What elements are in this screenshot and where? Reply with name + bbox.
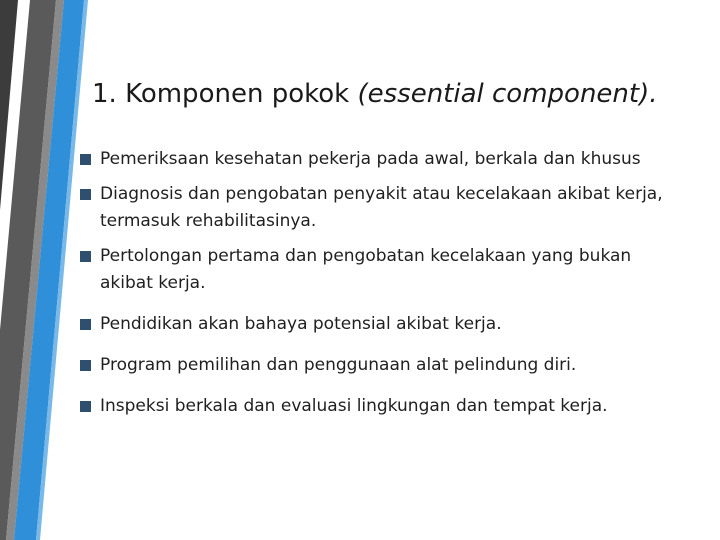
bullet-text: Diagnosis dan pengobatan penyakit atau kecelakaan akibat kerja, termasuk rehabilitasinya.	[100, 184, 663, 231]
square-bullet-icon	[80, 319, 91, 330]
bullet-item	[78, 243, 688, 297]
bullet-item	[78, 146, 688, 173]
slide-title-main: 1. Komponen pokok	[92, 79, 358, 109]
bullet-text: Program pemilihan dan penggunaan alat pelindung diri.	[100, 355, 577, 375]
slide-title	[92, 74, 658, 114]
square-bullet-icon	[80, 251, 91, 262]
square-bullet-icon	[80, 401, 91, 412]
bullet-item	[78, 311, 688, 338]
bullet-text: Pemeriksaan kesehatan pekerja pada awal, berkala dan khusus	[100, 149, 641, 169]
decorative-stripes	[0, 0, 90, 540]
square-bullet-icon	[80, 189, 91, 200]
bullet-item	[78, 393, 688, 420]
bullet-item	[78, 181, 688, 235]
square-bullet-icon	[80, 360, 91, 371]
bullet-item	[78, 352, 688, 379]
square-bullet-icon	[80, 154, 91, 165]
bullet-text: Pertolongan pertama dan pengobatan kecelakaan yang bukan akibat kerja.	[100, 246, 632, 293]
bullet-list	[78, 146, 688, 420]
bullet-text: Inspeksi berkala dan evaluasi lingkungan dan tempat kerja.	[100, 396, 608, 416]
slide-title-italic: (essential component).	[357, 79, 658, 109]
bullet-text: Pendidikan akan bahaya potensial akibat kerja.	[100, 314, 502, 334]
